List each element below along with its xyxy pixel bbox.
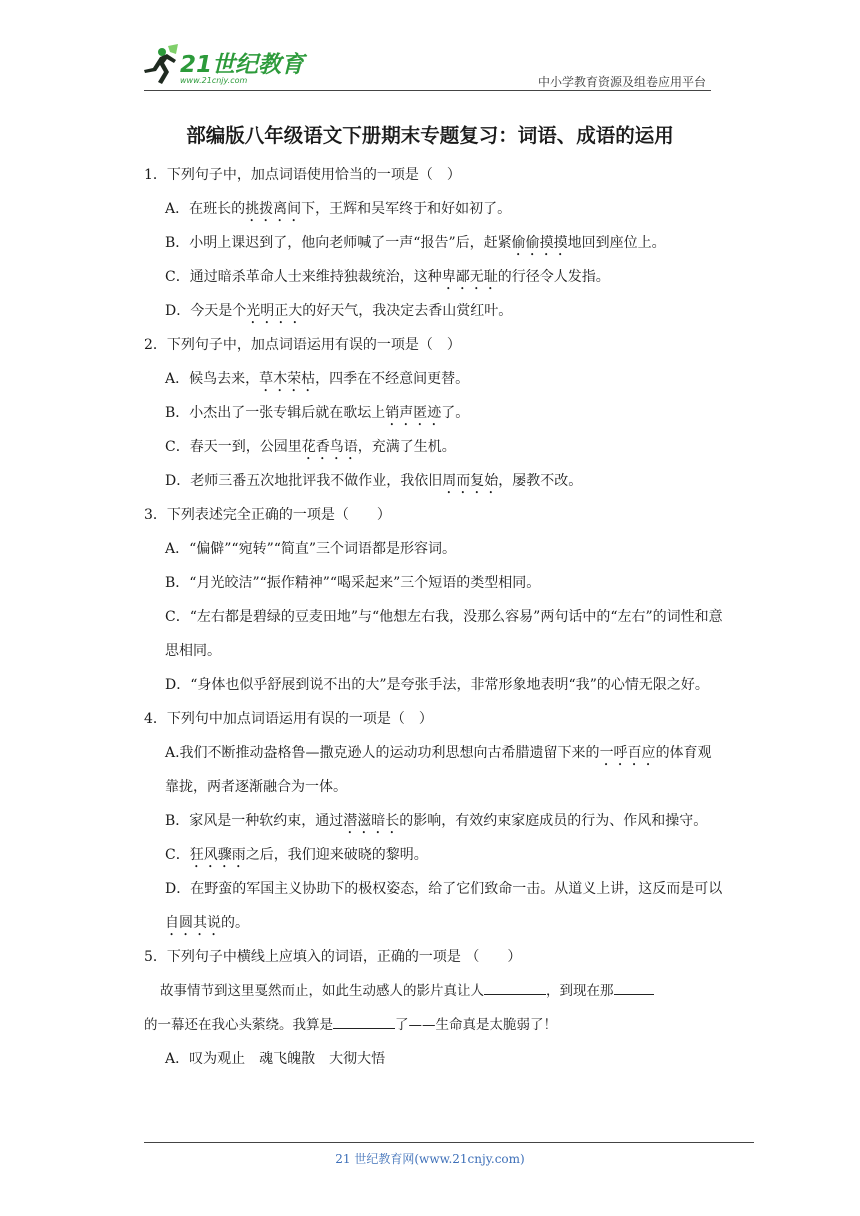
option-text: B．小杰出了一张专辑后就在歌坛上 <box>165 405 386 421</box>
option-a <box>144 736 724 804</box>
dotted-term: 周而复始 <box>442 473 499 489</box>
runner-icon <box>140 44 180 86</box>
option-text: A．在班长的 <box>165 201 246 217</box>
passage-text: 了——生命真是太脆弱了！ <box>395 1017 557 1033</box>
option-text: C．通过暗杀革命人士来维持独裁统治，这种 <box>165 269 442 285</box>
option-text: A.我们不断推动盎格鲁—撒克逊人的运动功利思想向古希腊遗留下来的 <box>165 745 600 761</box>
fill-blank <box>484 976 546 995</box>
option-text: 的行径令人发指。 <box>497 269 610 285</box>
dotted-term: 一呼百应 <box>599 745 656 761</box>
passage-text: 故事情节到这里戛然而止，如此生动感人的影片真让人 <box>160 983 484 999</box>
question-4 <box>144 702 724 940</box>
question-stem: 2．下列句子中，加点词语运用有误的一项是（ ） <box>144 337 461 353</box>
question-stem: 4．下列句中加点词语运用有误的一项是（ ） <box>144 711 433 727</box>
passage-line-1 <box>144 974 724 1008</box>
fill-blank <box>333 1010 395 1029</box>
option-text: C． <box>165 847 190 863</box>
option-text: 的影响，有效约束家庭成员的行为、作风和操守。 <box>399 813 708 829</box>
option-text: 下，王辉和吴军终于和好如初了。 <box>301 201 512 217</box>
fill-blank <box>614 976 654 995</box>
question-3 <box>144 498 724 702</box>
option-b: B．“月光皎洁”“振作精神”“喝采起来”三个短语的类型相同。 <box>165 575 541 591</box>
option-text: 的好天气，我决定去香山赏红叶。 <box>302 303 513 319</box>
option-text: ，屡教不改。 <box>498 473 583 489</box>
option-c <box>144 430 724 464</box>
dotted-term: 挑拨离间 <box>245 201 302 217</box>
option-d: D．“身体也似乎舒展到说不出的大”是夸张手法，非常形象地表明“我”的心情无限之好。 <box>165 677 709 693</box>
dotted-term: 光明正大 <box>246 303 303 319</box>
page-title: 部编版八年级语文下册期末专题复习：词语、成语的运用 <box>186 124 674 147</box>
dotted-term: 偷偷摸摸 <box>511 235 568 251</box>
question-1 <box>144 158 724 328</box>
option-a: A．“偏僻”“宛转”“简直”三个词语都是形容词。 <box>165 541 457 557</box>
question-stem: 3．下列表述完全正确的一项是（ ） <box>144 507 391 523</box>
option-text: 的体育观靠拢，两者逐渐融合为一体。 <box>165 745 712 795</box>
question-5 <box>144 940 724 1076</box>
option-a <box>144 192 724 226</box>
option-c <box>144 838 724 872</box>
option-text: A．候鸟去来， <box>165 371 260 387</box>
option-text: D．在野蛮的军国主义协助下的极权姿态，给了它们致命一击。从道义上讲，这反而是可以 <box>165 881 723 897</box>
logo-wordmark: 21世纪教育 <box>180 52 305 78</box>
option-d <box>144 872 724 940</box>
option-d <box>144 464 724 498</box>
dotted-term: 潜滋暗长 <box>343 813 400 829</box>
question-stem: 1．下列句子中，加点词语使用恰当的一项是（ ） <box>144 167 461 183</box>
question-2 <box>144 328 724 498</box>
option-text: 的。 <box>221 915 249 931</box>
header-divider <box>144 90 711 91</box>
passage-text: ，到现在那 <box>546 983 614 999</box>
site-logo <box>140 44 310 92</box>
option-text: ，充满了生机。 <box>357 439 456 455</box>
option-text: D．今天是个 <box>165 303 247 319</box>
platform-label: 中小学教育资源及组卷应用平台 <box>537 75 706 89</box>
dotted-term: 狂风骤雨 <box>189 847 246 863</box>
question-stem: 5．下列句子中横线上应填入的词语，正确的一项是 （ ） <box>144 949 522 965</box>
dotted-term: 销声匿迹 <box>385 405 442 421</box>
option-text: B．家风是一种软约束，通过 <box>165 813 344 829</box>
option-b <box>144 396 724 430</box>
page-header <box>0 0 860 100</box>
question-list <box>144 158 724 1076</box>
dotted-term: 自圆其说 <box>165 915 221 931</box>
dotted-term: 花香鸟语 <box>301 439 358 455</box>
logo-url: www.21cnjy.com <box>180 76 248 85</box>
option-b <box>144 804 724 838</box>
option-c <box>144 260 724 294</box>
option-text: C．春天一到，公园里 <box>165 439 302 455</box>
option-text: 了。 <box>441 405 470 421</box>
page-footer: 21 世纪教育网(www.21cnjy.com) <box>335 1152 525 1166</box>
option-text: ，四季在不经意间更替。 <box>315 371 470 387</box>
option-c: C．“左右都是碧绿的豆麦田地”与“他想左右我，没那么容易”两句话中的“左右”的词性和意思相同。 <box>165 609 723 659</box>
option-text: 之后，我们迎来破晓的黎明。 <box>245 847 428 863</box>
option-d <box>144 294 724 328</box>
footer-divider <box>144 1142 754 1143</box>
option-text: D．老师三番五次地批评我不做作业，我依旧 <box>165 473 443 489</box>
dotted-term: 草木荣枯 <box>259 371 316 387</box>
option-a <box>144 362 724 396</box>
option-b <box>144 226 724 260</box>
option-text: B．小明上课迟到了，他向老师喊了一声“报告”后，赶紧 <box>165 235 512 251</box>
option-text: 地回到座位上。 <box>567 235 666 251</box>
passage-text: 的一幕还在我心头萦绕。我算是 <box>144 1017 333 1033</box>
option-a: A．叹为观止 魂飞魄散 大彻大悟 <box>165 1051 386 1067</box>
dotted-term: 卑鄙无耻 <box>441 269 498 285</box>
passage-line-2 <box>144 1008 724 1042</box>
